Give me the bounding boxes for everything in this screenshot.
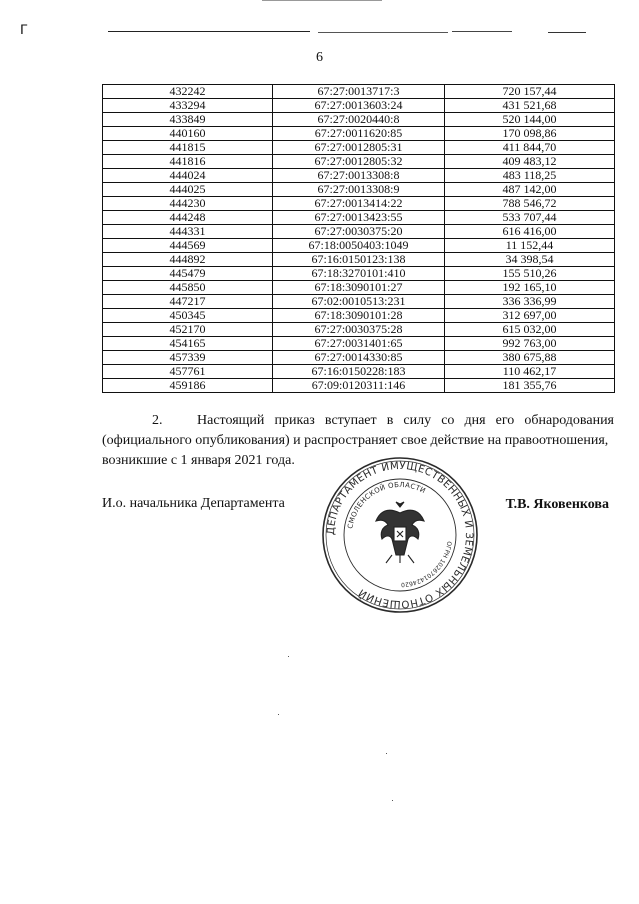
table-row [103,281,615,295]
clause-text-end: возникшие с 1 января 2021 года. [102,453,295,468]
scan-speck [392,800,393,801]
object-id-cell: 447217 [103,295,273,309]
cadastral-number-cell: 67:27:0013414:22 [273,197,445,211]
cadastral-number-cell: 67:27:0012805:32 [273,155,445,169]
object-id-cell: 450345 [103,309,273,323]
object-id-cell: 444230 [103,197,273,211]
object-id-cell: 444892 [103,253,273,267]
scan-artifact [108,31,310,32]
object-id-cell: 444025 [103,183,273,197]
cadastral-number-cell: 67:27:0014330:85 [273,351,445,365]
table-row [103,309,615,323]
object-id-cell: 452170 [103,323,273,337]
scan-speck [288,656,289,657]
table-row [103,239,615,253]
table-row [103,337,615,351]
cadastral-number-cell: 67:18:0050403:1049 [273,239,445,253]
object-id-cell: 433294 [103,99,273,113]
cadastral-value-cell: 533 707,44 [445,211,615,225]
signatory-position: И.о. начальника Департамента [102,496,285,511]
table-row [103,85,615,99]
cadastral-value-cell: 720 157,44 [445,85,615,99]
table-row [103,211,615,225]
seal-ring-text: ДЕПАРТАМЕНТ ИМУЩЕСТВЕННЫХ И ЗЕМЕЛЬНЫХ ОТНОШЕНИЙ [325,460,475,610]
cadastral-number-cell: 67:27:0012805:31 [273,141,445,155]
object-id-cell: 457761 [103,365,273,379]
object-id-cell: 440160 [103,127,273,141]
cadastral-number-cell: 67:18:3090101:27 [273,281,445,295]
scan-speck [278,714,279,715]
table-row [103,253,615,267]
table-row [103,197,615,211]
object-id-cell: 445850 [103,281,273,295]
cadastral-value-cell: 380 675,88 [445,351,615,365]
cadastral-value-cell: 431 521,68 [445,99,615,113]
cadastral-number-cell: 67:27:0013603:24 [273,99,445,113]
cadastral-value-cell: 788 546,72 [445,197,615,211]
table-row [103,351,615,365]
seal-ogrn: ОГРН 1026701424620 [400,540,453,589]
cadastral-value-cell: 110 462,17 [445,365,615,379]
cadastral-number-cell: 67:27:0013308:8 [273,169,445,183]
cadastral-value-cell: 411 844,70 [445,141,615,155]
table-row [103,183,615,197]
clause-text: Настоящий приказ вступает в силу со дня его обнародования (официального опубликования) и распространяет свое действие на правоотношения, [102,413,614,448]
cadastral-number-cell: 67:02:0010513:231 [273,295,445,309]
table-row [103,99,615,113]
scan-artifact [262,0,382,1]
object-id-cell: 445479 [103,267,273,281]
object-id-cell: 441816 [103,155,273,169]
cadastral-value-cell: 11 152,44 [445,239,615,253]
cadastral-value-cell: 992 763,00 [445,337,615,351]
table-row [103,323,615,337]
cadastral-number-cell: 67:27:0013308:9 [273,183,445,197]
table-row [103,113,615,127]
table-row [103,365,615,379]
cadastral-number-cell: 67:27:0030375:20 [273,225,445,239]
cadastral-value-cell: 181 355,76 [445,379,615,393]
cadastral-value-cell: 616 416,00 [445,225,615,239]
object-id-cell: 454165 [103,337,273,351]
cadastral-number-cell: 67:18:3270101:410 [273,267,445,281]
object-id-cell: 444248 [103,211,273,225]
cadastral-value-cell: 155 510,26 [445,267,615,281]
signatory-name: Т.В. Яковенкова [505,497,609,512]
corner-mark: ᒥ [20,22,28,37]
cadastral-value-cell: 520 144,00 [445,113,615,127]
eagle-emblem-icon [376,502,424,563]
valuation-table [102,84,615,393]
cadastral-number-cell: 67:16:0150228:183 [273,365,445,379]
cadastral-number-cell: 67:27:0030375:28 [273,323,445,337]
seal-inner-text: СМОЛЕНСКОЙ ОБЛАСТИ [346,480,427,530]
table-row [103,225,615,239]
table-row [103,379,615,393]
object-id-cell: 457339 [103,351,273,365]
table-body [103,85,615,393]
cadastral-number-cell: 67:18:3090101:28 [273,309,445,323]
object-id-cell: 444024 [103,169,273,183]
scan-artifact [548,32,586,33]
table-row [103,267,615,281]
cadastral-number-cell: 67:27:0020440:8 [273,113,445,127]
table-row [103,155,615,169]
cadastral-value-cell: 312 697,00 [445,309,615,323]
cadastral-number-cell: 67:27:0013423:55 [273,211,445,225]
cadastral-value-cell: 192 165,10 [445,281,615,295]
cadastral-value-cell: 336 336,99 [445,295,615,309]
table-row [103,141,615,155]
object-id-cell: 444331 [103,225,273,239]
cadastral-value-cell: 483 118,25 [445,169,615,183]
object-id-cell: 433849 [103,113,273,127]
table-row [103,295,615,309]
scan-artifact [318,32,448,33]
table-row [103,169,615,183]
cadastral-value-cell: 34 398,54 [445,253,615,267]
cadastral-number-cell: 67:27:0011620:85 [273,127,445,141]
table-row [103,127,615,141]
object-id-cell: 444569 [103,239,273,253]
cadastral-number-cell: 67:16:0150123:138 [273,253,445,267]
object-id-cell: 441815 [103,141,273,155]
page-number: 6 [316,50,323,65]
official-seal [320,455,480,615]
scan-speck [386,753,387,754]
object-id-cell: 459186 [103,379,273,393]
clause-number: 2. [152,413,163,428]
object-id-cell: 432242 [103,85,273,99]
cadastral-value-cell: 615 032,00 [445,323,615,337]
cadastral-value-cell: 170 098,86 [445,127,615,141]
cadastral-number-cell: 67:27:0031401:65 [273,337,445,351]
cadastral-value-cell: 409 483,12 [445,155,615,169]
scan-artifact [452,31,512,32]
cadastral-value-cell: 487 142,00 [445,183,615,197]
cadastral-number-cell: 67:27:0013717:3 [273,85,445,99]
cadastral-number-cell: 67:09:0120311:146 [273,379,445,393]
